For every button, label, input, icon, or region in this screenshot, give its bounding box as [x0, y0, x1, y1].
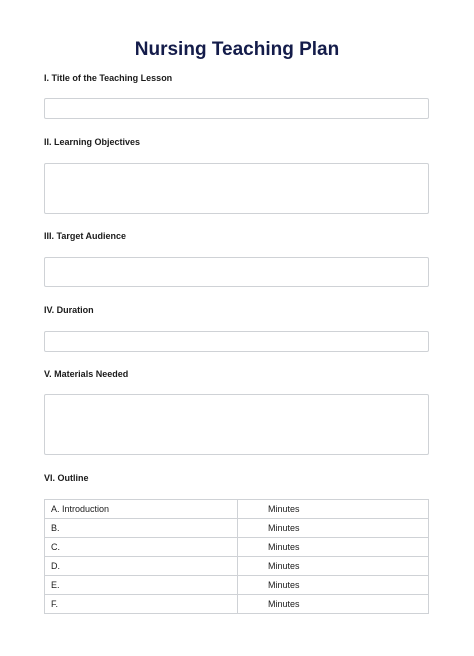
outline-minutes-cell[interactable]: Minutes [238, 519, 429, 538]
section-heading-title-of-lesson: I. Title of the Teaching Lesson [44, 73, 173, 83]
outline-minutes-cell[interactable]: Minutes [238, 595, 429, 614]
section-heading-duration: IV. Duration [44, 305, 94, 315]
section-heading-target-audience: III. Target Audience [44, 231, 127, 241]
outline-topic-cell[interactable]: D. [45, 557, 238, 576]
outline-minutes-cell[interactable]: Minutes [238, 576, 429, 595]
learning-objectives-field[interactable] [44, 163, 429, 214]
outline-topic-cell[interactable]: B. [45, 519, 238, 538]
outline-minutes-cell[interactable]: Minutes [238, 500, 429, 519]
page-title: Nursing Teaching Plan [134, 39, 340, 60]
table-row [45, 519, 429, 538]
table-row [45, 576, 429, 595]
outline-minutes-cell[interactable]: Minutes [238, 557, 429, 576]
outline-topic-cell[interactable]: A. Introduction [45, 500, 238, 519]
section-heading-learning-objectives: II. Learning Objectives [44, 137, 141, 147]
section-heading-outline: VI. Outline [44, 473, 89, 483]
materials-needed-field[interactable] [44, 394, 429, 455]
outline-topic-cell[interactable]: C. [45, 538, 238, 557]
outline-table [44, 499, 429, 614]
section-heading-materials-needed: V. Materials Needed [44, 369, 129, 379]
outline-minutes-cell[interactable]: Minutes [238, 538, 429, 557]
outline-topic-cell[interactable]: F. [45, 595, 238, 614]
table-row [45, 595, 429, 614]
table-row [45, 557, 429, 576]
table-row [45, 538, 429, 557]
target-audience-field[interactable] [44, 257, 429, 287]
table-row [45, 500, 429, 519]
title-of-lesson-field[interactable] [44, 98, 429, 119]
outline-topic-cell[interactable]: E. [45, 576, 238, 595]
duration-field[interactable] [44, 331, 429, 352]
